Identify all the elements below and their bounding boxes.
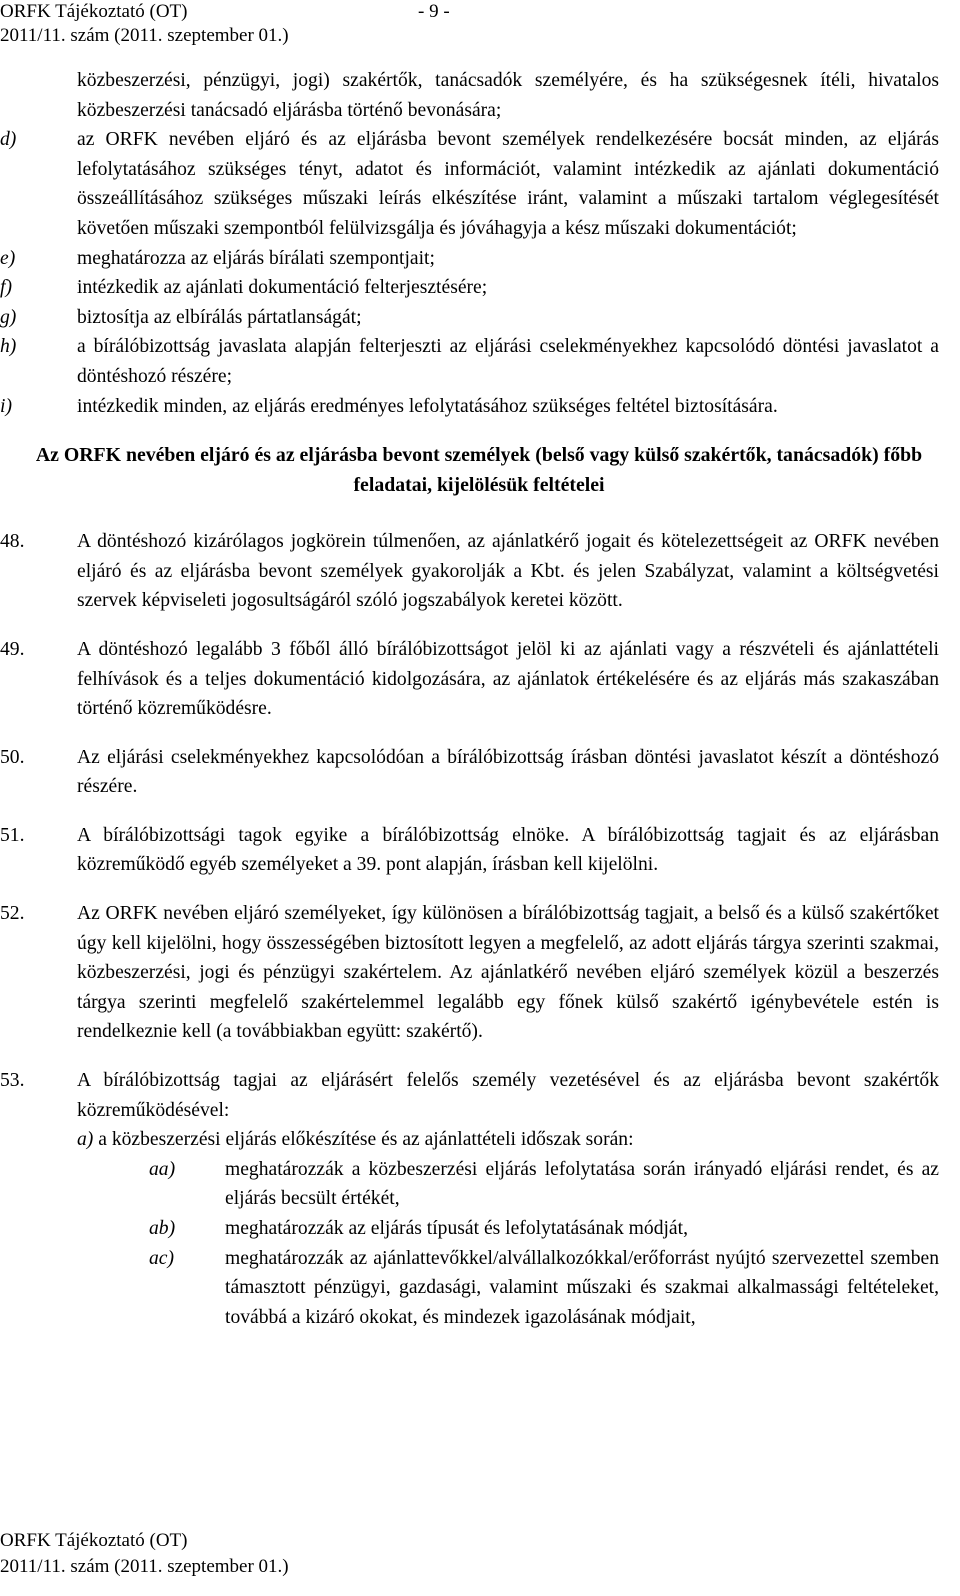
- sub-sub-marker: aa): [149, 1158, 176, 1180]
- sub-sub-text: meghatározzák az eljárás típusát és lefolytatásának módját,: [225, 1218, 688, 1239]
- page-body: [0, 66, 939, 1332]
- list-text: meghatározza az eljárás bírálati szempontjait;: [77, 247, 435, 269]
- footer-issue: 2011/11. szám (2011. szeptember 01.): [0, 1556, 289, 1577]
- list-text: biztosítja az elbírálás pártatlanságát;: [77, 306, 362, 328]
- paragraph-number: 49.: [0, 638, 25, 660]
- list-text: a bírálóbizottság javaslata alapján felterjeszti az eljárási cselekményekhez kapcsolódó döntési javaslatot a döntéshozó részére;: [77, 336, 939, 387]
- list-item: [0, 303, 939, 333]
- sub-item-a: [77, 1125, 939, 1155]
- sub-marker: a): [77, 1129, 94, 1151]
- list-item: [0, 244, 939, 274]
- list-marker: e): [0, 247, 16, 269]
- paragraph-number: 52.: [0, 903, 25, 925]
- header-issue: 2011/11. szám (2011. szeptember 01.): [0, 25, 289, 46]
- list-marker: f): [0, 277, 12, 299]
- list-marker: g): [0, 306, 17, 328]
- sub-sub-item: [77, 1155, 939, 1214]
- sub-sub-marker: ac): [149, 1247, 175, 1269]
- list-item: [0, 125, 939, 243]
- page-footer: [0, 1528, 289, 1580]
- paragraph-text: Az eljárási cselekményekhez kapcsolódóan a bírálóbizottság írásban döntési javaslatot készít a döntéshozó részére.: [77, 746, 939, 798]
- paragraph-number: 51.: [0, 824, 25, 846]
- paragraph-text: Az ORFK nevében eljáró személyeket, így különösen a bírálóbizottság tagjait, a belső és a külső szakértőket úgy kell kijelölni, hogy összességében biztosított legyen a megfelelő, az adott eljárás tárgya szerinti szakmai, közbeszerzési, jogi és pénzügyi szakértelem. Az ajánlatkérő nevében eljáró személyek közül a beszerzés tárgya szerinti megfelelő szakértelemmel legalább egy főnek külső szakértő igénybevétele estén is rendelkeznie kell (a továbbiakban együtt: szakértő).: [77, 903, 939, 1043]
- section-heading: Az ORFK nevében eljáró és az eljárásba bevont személyek (belső vagy külső szakértők, tanácsadók) főbb feladatai, kijelölésük feltételei: [35, 444, 923, 497]
- list-text: intézkedik minden, az eljárás eredményes lefolytatásához szükséges feltétel biztosítására.: [77, 395, 778, 417]
- paragraph-number: 53.: [0, 1070, 25, 1092]
- list-marker: i): [0, 395, 12, 417]
- sub-sub-text: meghatározzák az ajánlattevőkkel/alvállalkozókkal/erőforrást nyújtó szervezettel szemben támasztott pénzügyi, gazdasági, valamint műszaki és szakmai alkalmassági feltételeket, továbbá a kizáró okokat, és mindezek igazolásának módjait,: [225, 1247, 939, 1328]
- paragraph-text: A döntéshozó legalább 3 főből álló bírálóbizottságot jelöl ki az ajánlati vagy a részvételi és ajánlattételi felhívások és a teljes dokumentáció kidolgozására, az ajánlatok értékelésére és az eljárás más szakaszában történő közreműködésre.: [77, 638, 939, 720]
- numbered-paragraph: [0, 899, 939, 1047]
- page-number: - 9 -: [418, 1, 450, 22]
- list-item: [0, 332, 939, 391]
- numbered-paragraph: [0, 743, 939, 802]
- page-header: [0, 0, 450, 48]
- sub-text: a közbeszerzési eljárás előkészítése és az ajánlattételi időszak során:: [98, 1129, 634, 1151]
- intro-text: közbeszerzési, pénzügyi, jogi) szakértők, tanácsadók személyére, és ha szükségesnek ítéli, hivatalos közbeszerzési tanácsadó eljárásba történő bevonására;: [77, 70, 939, 121]
- numbered-paragraph-53: [0, 1066, 939, 1125]
- paragraph-number: 50.: [0, 746, 25, 768]
- sub-sub-text: meghatározzák a közbeszerzési eljárás lefolytatása során irányadó eljárási rendet, és az eljárás becsült értékét,: [225, 1158, 939, 1210]
- list-item: [0, 392, 939, 422]
- header-title: ORFK Tájékoztató (OT): [0, 1, 188, 22]
- list-text: intézkedik az ajánlati dokumentáció felterjesztésére;: [77, 277, 488, 299]
- list-text: az ORFK nevében eljáró és az eljárásba bevont személyek rendelkezésére bocsát minden, az eljárás lefolytatásához szükséges tényt, adatot és információt, valamint intézkedik az ajánlati dokumentáció összeállításához szükséges műszaki leírás elkészítése iránt, valamint a műszaki tartalom véglegesítését követően műszaki szempontból felülvizsgálja és jóváhagyja a kész műszaki dokumentációt;: [77, 129, 939, 239]
- paragraph-number: 48.: [0, 531, 25, 553]
- sub-sub-marker: ab): [149, 1218, 176, 1239]
- numbered-paragraph: [0, 527, 939, 616]
- sub-sub-item: [77, 1244, 939, 1333]
- numbered-paragraph: [0, 821, 939, 880]
- numbered-paragraph: [0, 635, 939, 724]
- list-marker: d): [0, 129, 17, 151]
- sub-sub-item: [77, 1214, 939, 1244]
- list-marker: h): [0, 336, 17, 358]
- footer-title: ORFK Tájékoztató (OT): [0, 1530, 188, 1551]
- paragraph-text: A bírálóbizottság tagjai az eljárásért felelős személy vezetésével és az eljárásba bevont szakértők közreműködésével:: [77, 1070, 939, 1121]
- list-item: [0, 273, 939, 303]
- paragraph-text: A bírálóbizottsági tagok egyike a bírálóbizottság elnöke. A bírálóbizottság tagjait és az eljárásban közreműködő egyéb személyeket a 39. pont alapján, írásban kell kijelölni.: [77, 824, 939, 876]
- paragraph-text: A döntéshozó kizárólagos jogkörein túlmenően, az ajánlatkérő jogait és kötelezettségeit az ORFK nevében eljáró és az eljárásba bevont személyek gyakorolják a Kbt. és jelen Szabályzat, valamint a költségvetési szervek képviseleti jogosultságáról szóló jogszabályok keretei között.: [77, 531, 939, 612]
